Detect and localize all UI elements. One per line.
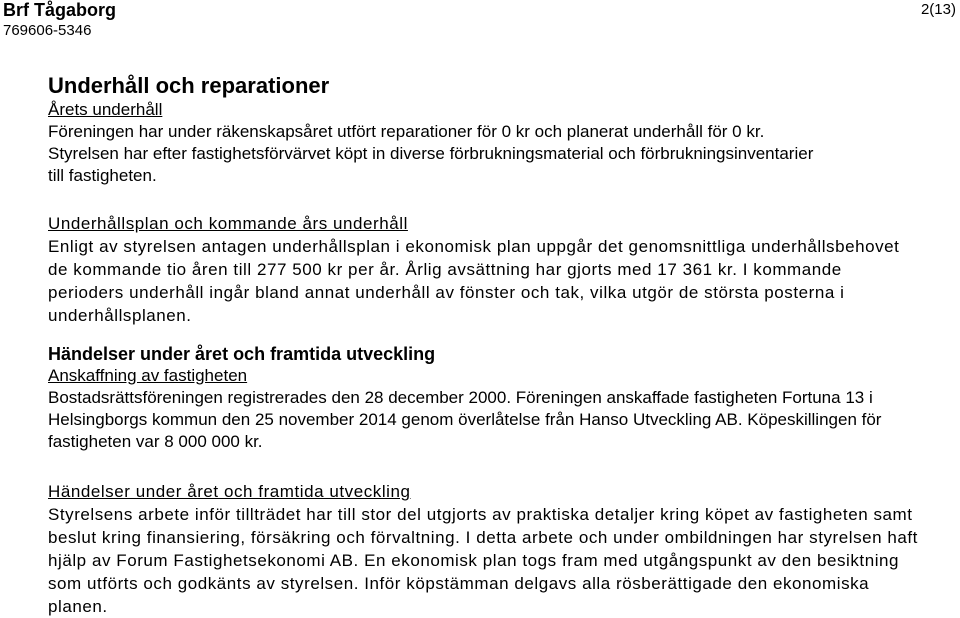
subheading-development: Händelser under året och framtida utveckling <box>48 482 411 501</box>
document-header <box>3 0 116 41</box>
page-number: 2(13) <box>920 1 956 18</box>
organization-number: 769606-5346 <box>3 22 92 39</box>
events-section <box>48 343 938 453</box>
paragraph-development: Styrelsens arbete inför tillträdet har till stor del utgjorts av praktiska detaljer kring köpet av fastigheten samt beslut kring finansiering, försäkring och förvaltning. I detta arbete och under ombildningen har styrelsen haft hjälp av Forum Fastighetsekonomi AB. En ekonomisk plan togs fram med utgångspunkt av den besiktning som utförts och godkänts av styrelsen. Inför köpstämman delgavs alla rösberättigade den ekonomiska planen. <box>48 505 918 616</box>
paragraph-maintenance-plan: Enligt av styrelsen antagen underhållsplan i ekonomisk plan uppgår det genomsnittliga underhållsbehovet de kommande tio åren till 277 500 kr per år. Årlig avsättning har gjorts med 17 361 kr. I kommande perioders underhåll ingår bland annat underhåll av fönster och tak, vilka utgör de största posterna i underhållsplanen. <box>48 237 900 325</box>
maintenance-plan-section <box>48 212 918 327</box>
paragraph-acquisition: Bostadsrättsföreningen registrerades den 28 december 2000. Föreningen anskaffade fastigheten Fortuna 13 i Helsingborgs kommun den 25 november 2014 genom överlåtelse från Hanso Utveckling AB. Köpeskillingen för fastigheten var 8 000 000 kr. <box>48 388 882 451</box>
subheading-maintenance-plan: Underhållsplan och kommande års underhåll <box>48 214 408 233</box>
organization-name: Brf Tågaborg <box>3 0 117 20</box>
subheading-year-maintenance: Årets underhåll <box>48 100 163 119</box>
section-title-events: Händelser under året och framtida utveckling <box>48 344 436 364</box>
subheading-acquisition: Anskaffning av fastigheten <box>48 366 248 385</box>
paragraph-year-maintenance: Föreningen har under räkenskapsåret utfört reparationer för 0 kr och planerat underhåll för 0 kr. Styrelsen har efter fastighetsförvärvet köpt in diverse förbrukningsmaterial och förbrukningsinventarier till fastigheten. <box>48 122 814 185</box>
development-section <box>48 480 918 618</box>
maintenance-section <box>48 72 828 187</box>
section-title-maintenance: Underhåll och reparationer <box>48 73 330 98</box>
